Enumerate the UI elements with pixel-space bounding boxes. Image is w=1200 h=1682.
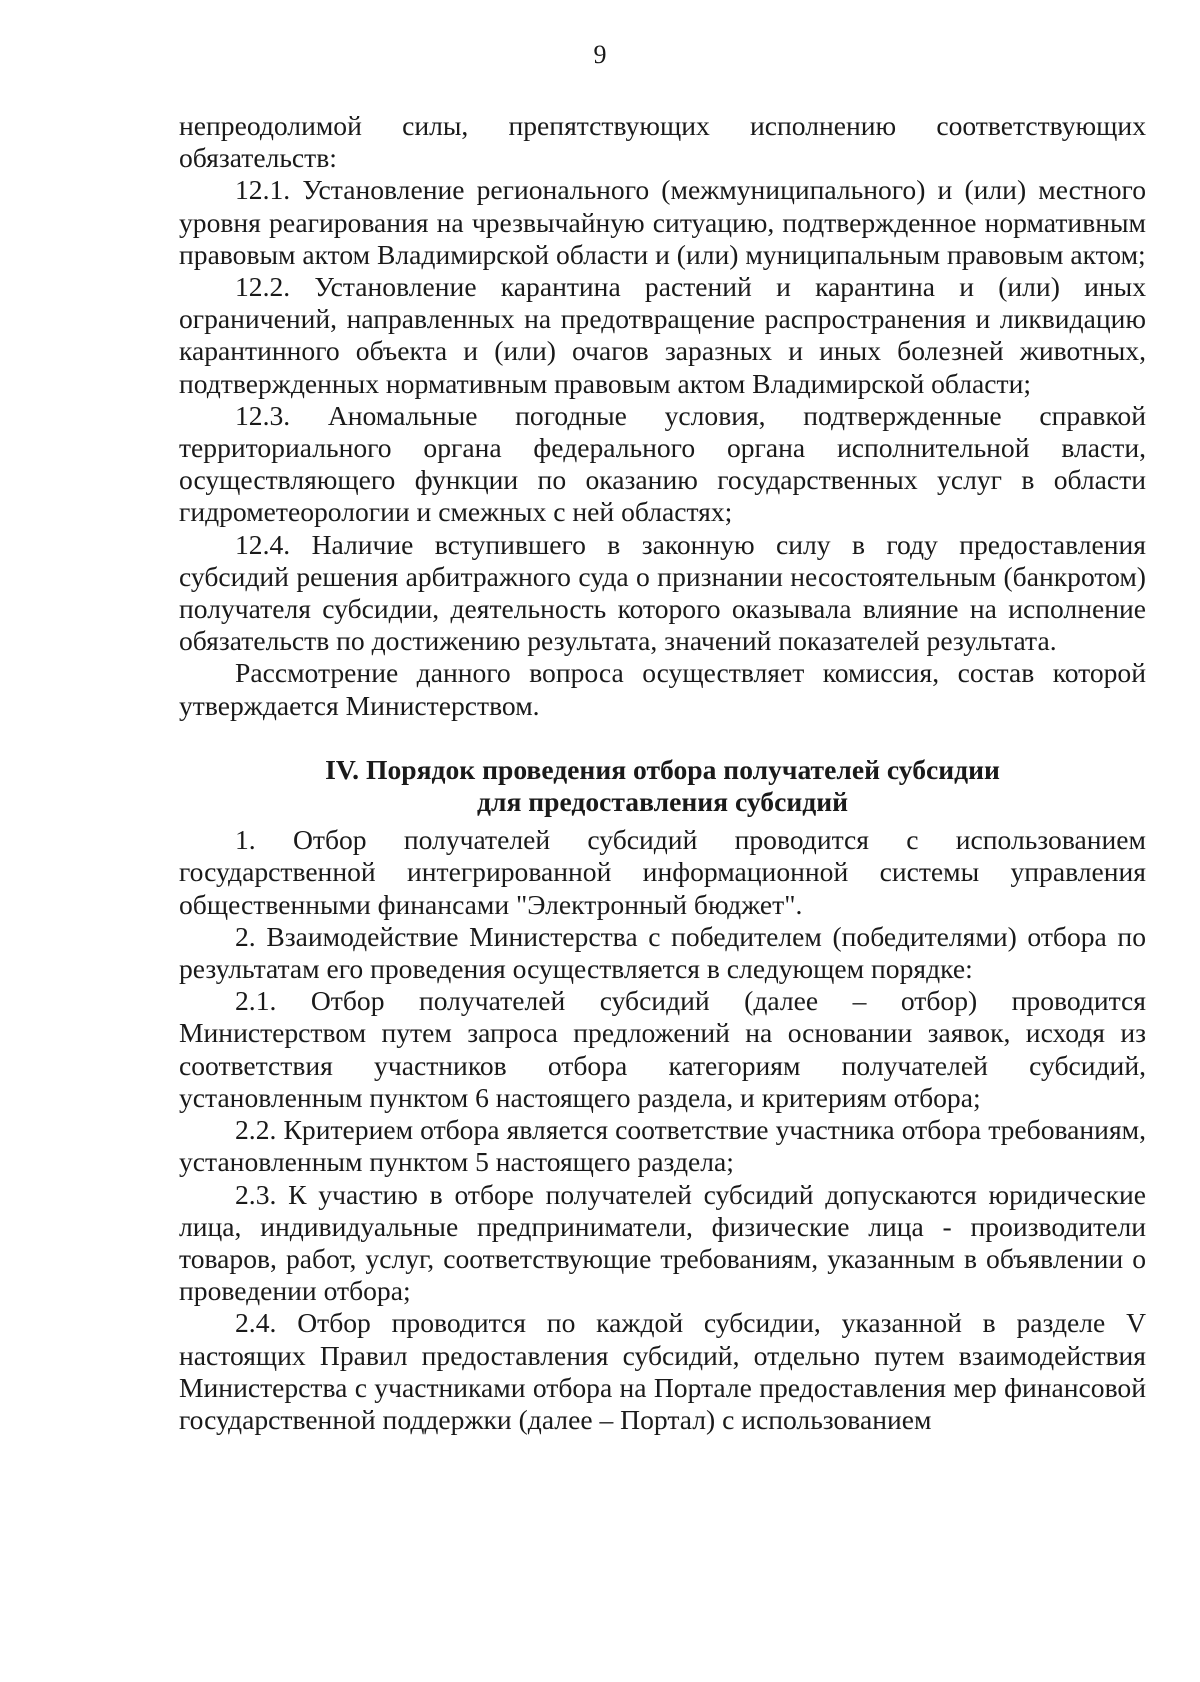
section-paragraph-2-2: 2.2. Критерием отбора является соответствие участника отбора требованиям, установленным пунктом 5 настоящего раздела; [179, 1114, 1146, 1178]
section-paragraph-2-4: 2.4. Отбор проводится по каждой субсидии, указанной в разделе V настоящих Правил предоставления субсидий, отдельно путем взаимодействия Министерства с участниками отбора на Портале предоставления мер финансовой государственной поддержки (далее – Портал) с использованием [179, 1307, 1146, 1435]
section-paragraph-2-1: 2.1. Отбор получателей субсидий (далее – отбор) проводится Министерством путем запроса предложений на основании заявок, исходя из соответствия участников отбора категориям получателей субсидий, установленным пунктом 6 настоящего раздела, и критериям отбора; [179, 985, 1146, 1113]
paragraph-commission: Рассмотрение данного вопроса осуществляет комиссия, состав которой утверждается Министерством. [179, 657, 1146, 721]
section-paragraph-1: 1. Отбор получателей субсидий проводится с использованием государственной интегрированной информационной системы управления общественными финансами "Электронный бюджет". [179, 824, 1146, 920]
paragraph-12-4: 12.4. Наличие вступившего в законную силу в году предоставления субсидий решения арбитражного суда о признании несостоятельным (банкротом) получателя субсидии, деятельность которого оказывала влияние на исполнение обязательств по достижению результата, значений показателей результата. [179, 528, 1146, 657]
document-body [179, 110, 1146, 1436]
section-heading [179, 754, 1146, 818]
section-paragraph-2: 2. Взаимодействие Министерства с победителем (победителями) отбора по результатам его проведения осуществляется в следующем порядке: [179, 920, 1146, 985]
paragraph-12-3: 12.3. Аномальные погодные условия, подтвержденные справкой территориального органа федерального органа исполнительной власти, осуществляющего функции по оказанию государственных услуг в области гидрометеорологии и смежных с ней областях; [179, 399, 1146, 528]
section-heading-line-2: для предоставления субсидий [477, 786, 848, 818]
paragraph-continuation: непреодолимой силы, препятствующих исполнению соответствующих обязательств: [179, 110, 1146, 174]
section-paragraph-2-3: 2.3. К участию в отборе получателей субсидий допускаются юридические лица, индивидуальные предприниматели, физические лица - производители товаров, работ, услуг, соответствующие требованиям, указанным в объявлении о проведении отбора; [179, 1178, 1146, 1307]
paragraph-12-2: 12.2. Установление карантина растений и карантина и (или) иных ограничений, направленных на предотвращение распространения и ликвидацию карантинного объекта и (или) очагов заразных и иных болезней животных, подтвержденных нормативным правовым актом Владимирской области; [179, 271, 1146, 399]
paragraph-12-1: 12.1. Установление регионального (межмуниципального) и (или) местного уровня реагирования на чрезвычайную ситуацию, подтвержденное нормативным правовым актом Владимирской области и (или) муниципальным правовым актом; [179, 174, 1146, 270]
section-heading-line-1: IV. Порядок проведения отбора получателей субсидии [325, 753, 1000, 785]
page-number: 9 [593, 40, 607, 69]
